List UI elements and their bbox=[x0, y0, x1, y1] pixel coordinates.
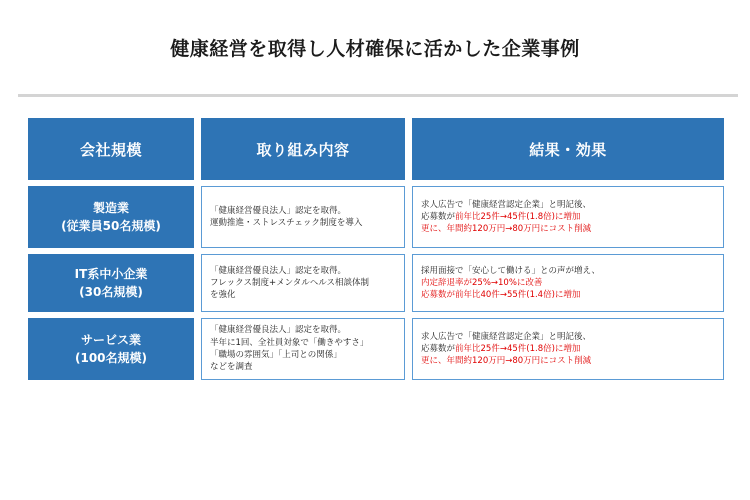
row2-category-size: (30名規模) bbox=[79, 285, 143, 299]
row1-result-prefix: 応募数が bbox=[421, 211, 456, 222]
row3-content-line: などを調査 bbox=[210, 362, 253, 373]
row3-result-line: 求人広告で「健康経営認定企業」と明記後、 bbox=[421, 331, 592, 342]
row3-category-size: (100名規模) bbox=[74, 351, 148, 365]
row3-result-prefix: 応募数が bbox=[421, 343, 456, 354]
row3-category bbox=[28, 318, 194, 380]
row2-content-line: フレックス制度+メンタルヘルス相談体制 bbox=[210, 277, 370, 288]
row1-content-line: 運動推進・ストレスチェック制度を導入 bbox=[210, 218, 363, 228]
row2-content bbox=[201, 254, 405, 312]
row3-category-name: サービス業 bbox=[80, 333, 141, 347]
row1-category-name: 製造業 bbox=[92, 201, 129, 215]
header-results: 結果・効果 bbox=[412, 118, 724, 180]
row2-result-highlight: 応募数が前年比40件→55件(1.4倍)に増加 bbox=[421, 290, 581, 301]
title-divider bbox=[18, 94, 738, 97]
row1-content-line: 「健康経営優良法人」認定を取得。 bbox=[210, 205, 347, 216]
row2-result-line: 採用面接で「安心して働ける」との声が増え、 bbox=[421, 265, 601, 276]
row2-category bbox=[28, 254, 194, 312]
row1-result-line bbox=[421, 211, 715, 223]
row3-content-line: 半年に1回、全社員対象で「働きやすさ」 bbox=[210, 337, 369, 348]
row1-category-size: (従業員50名規模) bbox=[61, 219, 161, 233]
header-initiatives: 取り組み内容 bbox=[201, 118, 405, 180]
row3-content bbox=[201, 318, 405, 380]
row2-result-highlight: 内定辞退率が25%→10%に改善 bbox=[421, 277, 543, 288]
header-company-size: 会社規模 bbox=[28, 118, 194, 180]
row2-content-line: を強化 bbox=[210, 290, 236, 301]
row2-result bbox=[412, 254, 724, 312]
row3-content-line: 「職場の雰囲気」「上司との関係」 bbox=[210, 350, 342, 360]
row3-result-highlight: 前年比25件→45件(1.8倍)に増加 bbox=[455, 343, 581, 354]
row2-content-line: 「健康経営優良法人」認定を取得。 bbox=[210, 265, 347, 276]
page-title: 健康経営を取得し人材確保に活かした企業事例 bbox=[170, 38, 580, 60]
row1-result bbox=[412, 186, 724, 248]
row1-result-line: 求人広告で「健康経営認定企業」と明記後、 bbox=[421, 199, 592, 210]
row3-result-line bbox=[421, 343, 715, 355]
row1-category bbox=[28, 186, 194, 248]
row1-content bbox=[201, 186, 405, 248]
row1-result-highlight: 更に、年間約120万円→80万円にコスト削減 bbox=[421, 224, 592, 235]
row1-result-highlight: 前年比25件→45件(1.8倍)に増加 bbox=[455, 211, 581, 222]
row2-category-name: IT系中小企業 bbox=[74, 267, 148, 281]
row3-result-highlight: 更に、年間約120万円→80万円にコスト削減 bbox=[421, 356, 592, 367]
row3-content-line: 「健康経営優良法人」認定を取得。 bbox=[210, 325, 347, 336]
row3-result bbox=[412, 318, 724, 380]
